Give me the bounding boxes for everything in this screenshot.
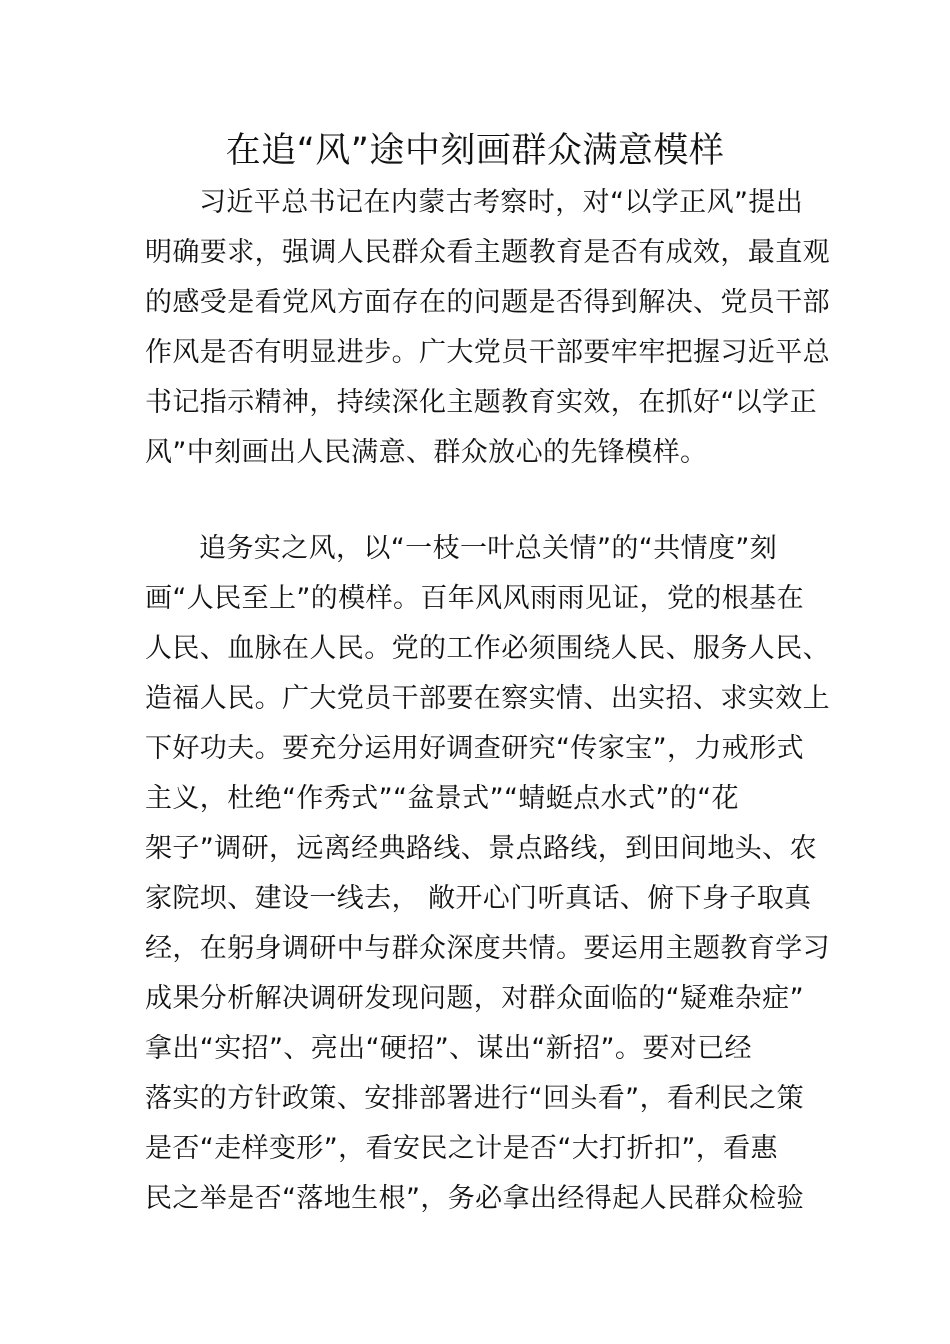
- paragraph-line: 拿出“实招”、亮出“硬招”、谋出“新招”。要对已经: [145, 1033, 752, 1064]
- paragraph-line: 习近平总书记在内蒙古考察时，对“以学正风”提出: [199, 187, 804, 218]
- paragraph-line: 明确要求，强调人民群众看主题教育是否有成效，最直观: [145, 237, 830, 268]
- paragraph-line: 造福人民。广大党员干部要在察实情、出实招、求实效上: [145, 683, 830, 714]
- paragraph-line: 成果分析解决调研发现问题，对群众面临的“疑难杂症”: [145, 983, 804, 1014]
- paragraph-line: 画“人民至上”的模样。百年风风雨雨见证，党的根基在: [145, 583, 804, 614]
- paragraph-line: 家院坝、建设一线去， 敞开心门听真话、俯下身子取真: [145, 883, 812, 914]
- paragraph-line: 架子”调研，远离经典路线、景点路线，到田间地头、农: [145, 833, 817, 864]
- paragraph-2: [145, 524, 830, 1224]
- paragraph-line: 的感受是看党风方面存在的问题是否得到解决、党员干部: [145, 287, 830, 318]
- paragraph-line: 经，在躬身调研中与群众深度共情。要运用主题教育学习: [145, 933, 830, 964]
- paragraph-line: 书记指示精神，持续深化主题教育实效，在抓好“以学正: [145, 387, 817, 418]
- paragraph-line: 人民、血脉在人民。党的工作必须围绕人民、服务人民、: [145, 633, 830, 664]
- document-title: 在追“风”途中刻画群众满意模样: [225, 131, 725, 171]
- paragraph-line: 主义，杜绝“作秀式”“盆景式”“蜻蜓点水式”的“花: [145, 783, 739, 814]
- paragraph-line: 民之举是否“落地生根”，务必拿出经得起人民群众检验: [145, 1183, 804, 1214]
- paragraph-line: 是否“走样变形”，看安民之计是否“大打折扣”，看惠: [145, 1133, 778, 1164]
- paragraph-1: [145, 178, 830, 478]
- paragraph-line: 落实的方针政策、安排部署进行“回头看”，看利民之策: [145, 1083, 804, 1114]
- paragraph-line: 追务实之风，以“一枝一叶总关情”的“共情度”刻: [199, 533, 778, 564]
- paragraph-line: 风”中刻画出人民满意、群众放心的先锋模样。: [145, 437, 708, 468]
- paragraph-line: 下好功夫。要充分运用好调查研究“传家宝”，力戒形式: [145, 733, 804, 764]
- paragraph-line: 作风是否有明显进步。广大党员干部要牢牢把握习近平总: [145, 337, 830, 368]
